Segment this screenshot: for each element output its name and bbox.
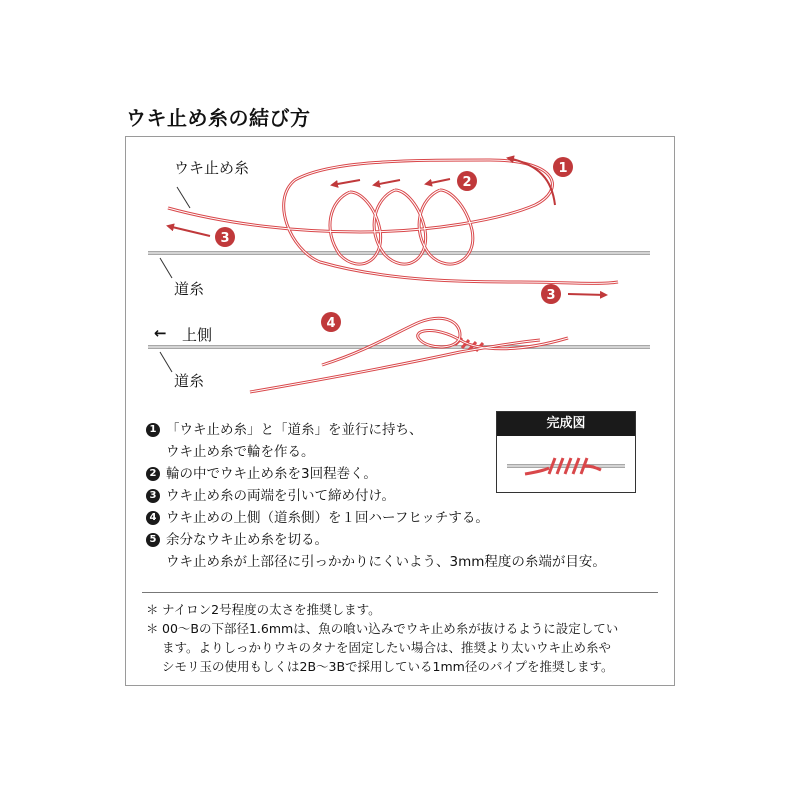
marker-3-left: [215, 227, 235, 247]
step-3-line-1: ウキ止め糸の両端を引いて締め付け。: [166, 488, 395, 504]
step-3-number: 3: [146, 489, 160, 503]
step-1-number: 1: [146, 423, 160, 437]
step-5-line-2: ウキ止め糸が上部径に引っかかりにくいよう、3mm程度の糸端が目安。: [166, 554, 606, 570]
note-2-line-2: ます。よりしっかりウキのタナを固定したい場合は、推奨より太いウキ止め糸や: [162, 640, 612, 655]
leader-michi-1: [160, 258, 172, 278]
step-3: [146, 485, 666, 507]
marker-1: [553, 157, 573, 177]
arrow-3-right: [568, 294, 606, 295]
half-hitch-knot-inner: [250, 318, 568, 392]
page-title: ウキ止め糸の結び方: [126, 106, 311, 130]
note-1: [146, 600, 666, 619]
complete-figure-title: 完成図: [497, 412, 635, 436]
notes-divider: [142, 592, 658, 593]
marker-2-label: 2: [462, 175, 472, 190]
note-1-asterisk: ＊: [146, 602, 159, 617]
label-upper-side: 上側: [182, 326, 213, 344]
arrow-2c: [426, 179, 450, 184]
marker-4-label: 4: [326, 316, 336, 331]
half-hitch-knot: [250, 318, 568, 392]
step-5-number: 5: [146, 533, 160, 547]
leader-uki: [177, 187, 190, 208]
arrow-2b: [374, 180, 400, 185]
marker-3-right-label: 3: [546, 288, 556, 303]
step-4-line-1: ウキ止めの上側（道糸側）を１回ハーフヒッチする。: [166, 510, 489, 526]
label-uki-line: ウキ止め糸: [174, 159, 250, 177]
marker-2: [457, 171, 477, 191]
marker-3-right: [541, 284, 561, 304]
step-1-line-1: 「ウキ止め糸」と「道糸」を並行に持ち、: [166, 422, 423, 438]
step-2: [146, 463, 666, 485]
label-michi-line-1: 道糸: [174, 280, 205, 298]
step-1: [146, 419, 666, 463]
steps-list: [146, 419, 666, 573]
notes-list: [146, 600, 666, 676]
label-michi-line-2: 道糸: [174, 372, 205, 390]
step-4: [146, 507, 666, 529]
arrow-3-left: [168, 226, 210, 236]
step-1-line-2: ウキ止め糸で輪を作る。: [166, 444, 315, 460]
marker-4: [321, 312, 341, 332]
marker-3-left-label: 3: [220, 231, 230, 246]
step-4-number: 4: [146, 511, 160, 525]
note-2-line-3: シモリ玉の使用もしくは2B～3Bで採用している1mm径のパイプを推奨します。: [162, 659, 614, 674]
note-2-asterisk: ＊: [146, 621, 159, 636]
note-2: [146, 619, 666, 676]
step-2-number: 2: [146, 467, 160, 481]
note-1-line-1: ナイロン2号程度の太さを推奨します。: [162, 602, 381, 617]
note-2-line-1: 00～Bの下部径1.6mmは、魚の喰い込みでウキ止め糸が抜けるように設定してい: [162, 621, 619, 636]
upper-arrow-icon: ←: [154, 324, 167, 342]
leader-michi-2: [160, 352, 172, 372]
step-2-line-1: 輪の中でウキ止め糸を3回程巻く。: [166, 466, 377, 482]
step-5-line-1: 余分なウキ止め糸を切る。: [166, 532, 328, 548]
step-5: [146, 529, 666, 573]
marker-1-label: 1: [558, 161, 568, 176]
arrow-2a: [332, 180, 360, 185]
